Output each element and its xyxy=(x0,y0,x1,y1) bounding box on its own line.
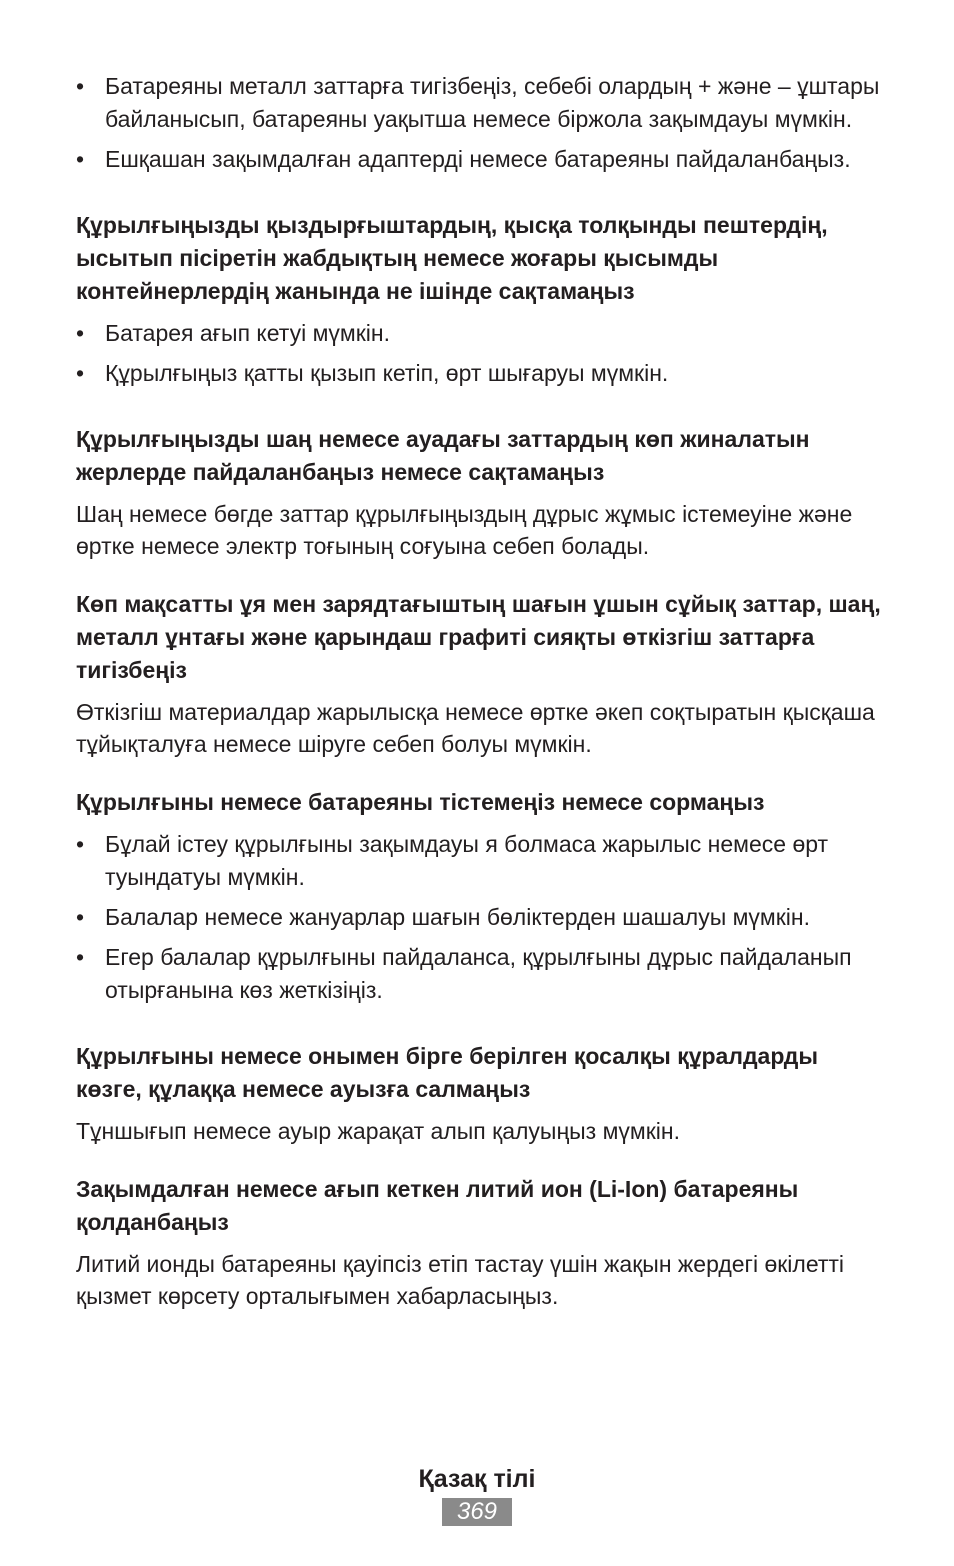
bullet-list xyxy=(76,828,886,1007)
page-number: 369 xyxy=(442,1498,512,1526)
section-body: Литий ионды батареяны қауіпсіз етіп тастау үшін жақын жердегі өкілетті қызмет көрсету орталығымен хабарласыңыз. xyxy=(76,1251,845,1309)
bullet-list xyxy=(76,70,886,176)
section-body: Өткізгіш материалдар жарылысқа немесе өртке әкеп соқтыратын қысқаша тұйықталуға немесе шіруге себеп болуы мүмкін. xyxy=(76,699,875,757)
section-heading: Құрылғыны немесе батареяны тістемеңіз немесе сормаңыз xyxy=(76,789,765,815)
page-footer xyxy=(0,1462,954,1526)
bullet-list xyxy=(76,317,886,390)
section-heading: Көп мақсатты ұя мен зарядтағыштың шағын ұшын сұйық заттар, шаң, металл ұнтағы және қарындаш графиті сияқты өткізгіш заттарға тигізбеңіз xyxy=(76,591,881,683)
section-body: Тұншығып немесе ауыр жарақат алып қалуыңыз мүмкін. xyxy=(76,1118,681,1144)
document-page xyxy=(76,70,886,1312)
list-item: • Батареяны металл заттарға тигізбеңіз, себебі олардың + және – ұштары байланысып, батареяны уақытша немесе біржола зақымдауы мүмкін. xyxy=(76,70,886,136)
section-heading: Құрылғыны немесе онымен бірге берілген қосалқы құралдарды көзге, құлаққа немесе ауызға салмаңыз xyxy=(76,1043,819,1102)
list-item: • Батарея ағып кетуі мүмкін. xyxy=(76,317,886,350)
section-heading: Құрылғыңызды шаң немесе ауадағы заттардың көп жиналатын жерлерде пайдаланбаңыз немесе сақтамаңыз xyxy=(76,426,810,485)
section-heading: Құрылғыңызды қыздырғыштардың, қысқа толқынды пештердің, ысытып пісіретін жабдықтың немесе жоғары қысымды контейнерлердің жанында не ішінде сақтамаңыз xyxy=(76,212,828,304)
section-heading: Зақымдалған немесе ағып кеткен литий ион (Li-Ion) батареяны қолданбаңыз xyxy=(76,1176,799,1235)
list-item: • Бұлай істеу құрылғыны зақымдауы я болмаса жарылыс немесе өрт туындатуы мүмкін. xyxy=(76,828,886,894)
list-item: • Ешқашан зақымдалған адаптерді немесе батареяны пайдаланбаңыз. xyxy=(76,143,886,176)
list-item: • Құрылғыңыз қатты қызып кетіп, өрт шығаруы мүмкін. xyxy=(76,357,886,390)
list-item: • Егер балалар құрылғыны пайдаланса, құрылғыны дұрыс пайдаланып отырғанына көз жеткізіңіз. xyxy=(76,941,886,1007)
section-body: Шаң немесе бөгде заттар құрылғыңыздың дұрыс жұмыс істемеуіне және өртке немесе электр тоғының соғуына себеп болады. xyxy=(76,501,853,559)
list-item: • Балалар немесе жануарлар шағын бөліктерден шашалуы мүмкін. xyxy=(76,901,886,934)
footer-language: Қазақ тілі xyxy=(418,1465,536,1493)
